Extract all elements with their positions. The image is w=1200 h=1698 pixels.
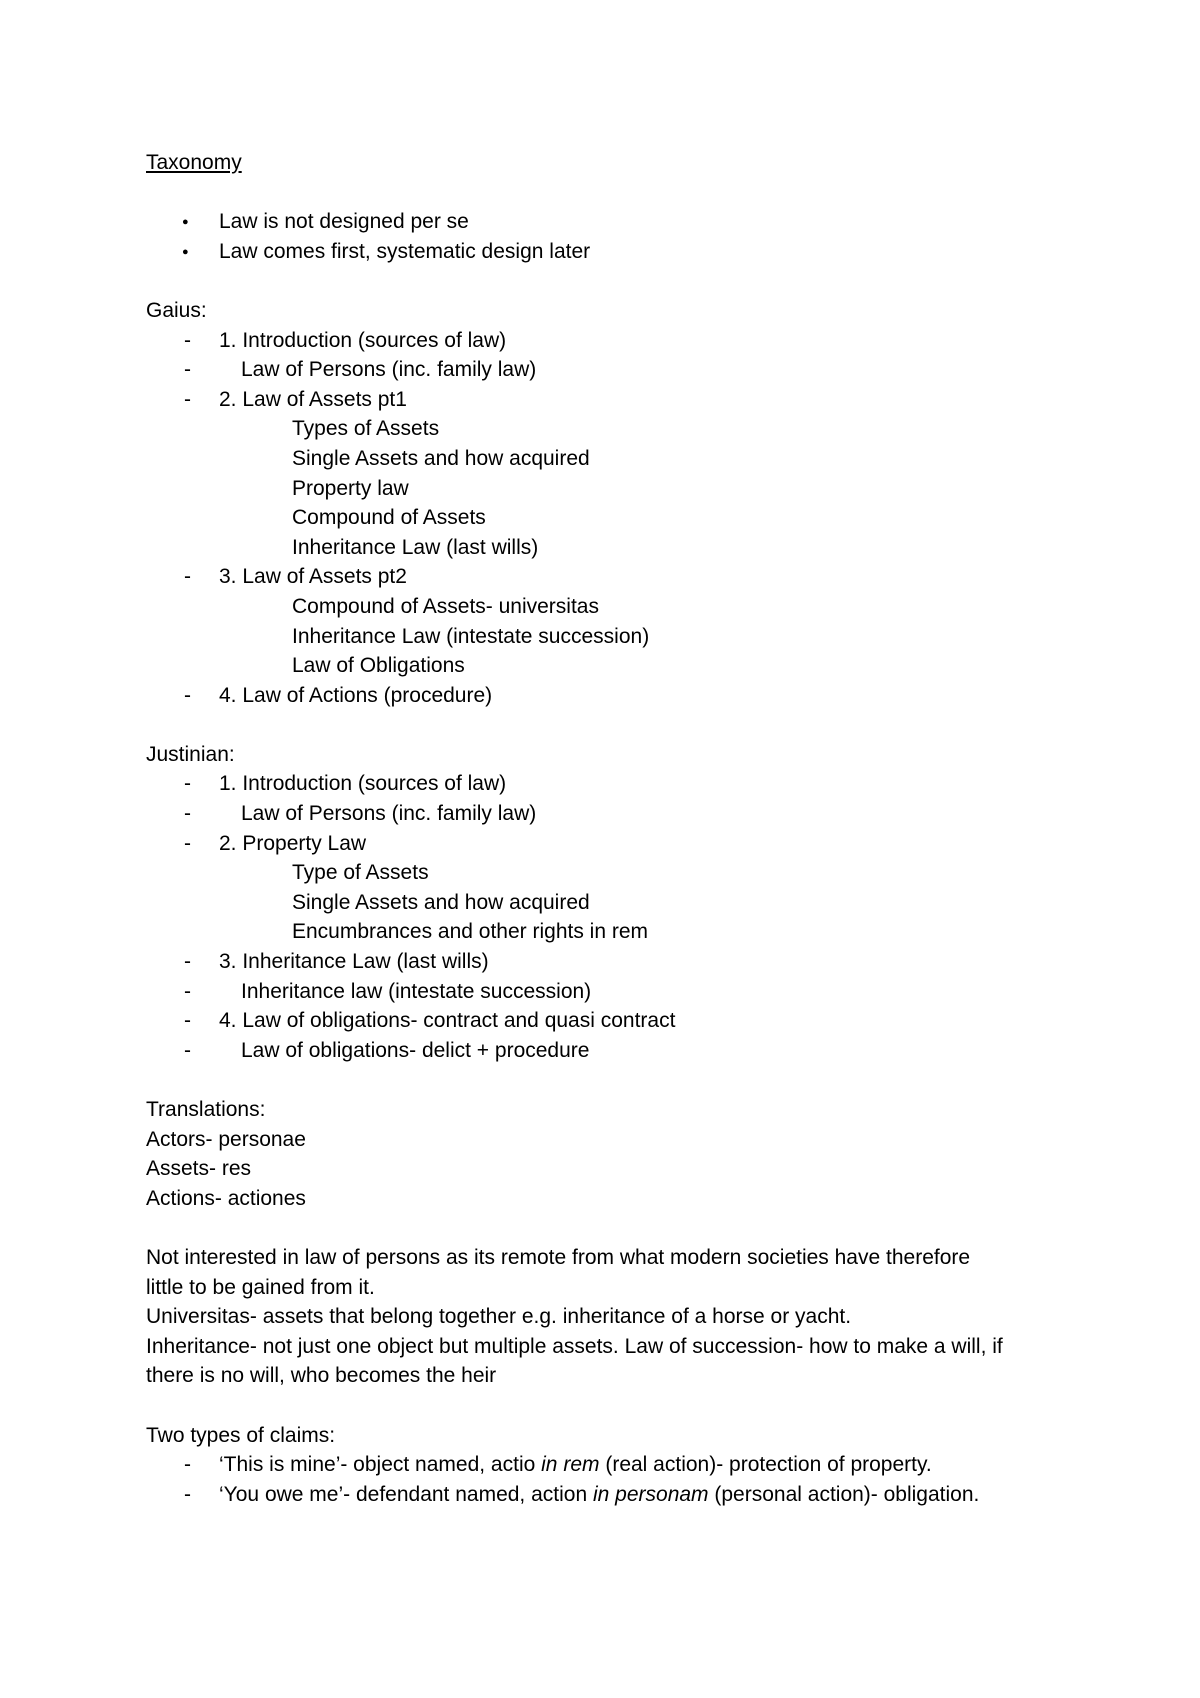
note-persons-line: Not interested in law of persons as its remote from what modern societies have therefore <box>146 1245 971 1269</box>
gaius-subitem-text: Compound of Assets <box>292 506 486 530</box>
bullet-item <box>146 207 1076 237</box>
justinian-item-text: 4. Law of obligations- contract and quasi contract <box>219 1009 676 1033</box>
justinian-item <box>146 977 1076 1007</box>
claim-text-part: ‘You owe me’- defendant named, action <box>219 1482 593 1506</box>
justinian-subitem-text: Single Assets and how acquired <box>292 890 590 914</box>
bullet-item <box>146 237 1076 267</box>
gaius-subitem <box>146 533 1076 563</box>
gaius-subitem <box>146 651 1076 681</box>
claims-heading: Two types of claims: <box>146 1423 336 1447</box>
gaius-subitem <box>146 414 1076 444</box>
gaius-item-text: 1. Introduction (sources of law) <box>219 328 507 352</box>
justinian-subitem <box>146 858 1076 888</box>
gaius-subitem-text: Inheritance Law (intestate succession) <box>292 624 650 648</box>
gaius-subitem-text: Types of Assets <box>292 417 440 441</box>
justinian-item <box>146 829 1076 859</box>
justinian-subitem <box>146 917 1076 947</box>
claim-item <box>146 1480 1076 1510</box>
gaius-subitem <box>146 592 1076 622</box>
gaius-item <box>146 681 1076 711</box>
dash-marker: - <box>184 565 191 589</box>
justinian-item <box>146 769 1076 799</box>
justinian-item-text: Law of obligations- delict + procedure <box>241 1038 590 1062</box>
gaius-subitem <box>146 444 1076 474</box>
dash-marker: - <box>184 683 191 707</box>
claim-text-part: ‘This is mine’- object named, actio <box>219 1453 542 1477</box>
justinian-item <box>146 947 1076 977</box>
dash-marker: - <box>184 950 191 974</box>
justinian-item-text: Inheritance law (intestate succession) <box>241 979 592 1003</box>
gaius-subitem <box>146 474 1076 504</box>
dash-marker: - <box>184 1453 191 1477</box>
claim-text-part: (personal action)- obligation. <box>708 1482 980 1506</box>
document-body <box>146 148 1076 1509</box>
justinian-subitem <box>146 888 1076 918</box>
note-inheritance-line: there is no will, who becomes the heir <box>146 1364 497 1388</box>
justinian-item <box>146 799 1076 829</box>
claim-latin-term: in personam <box>592 1482 709 1506</box>
bullet-text: Law comes first, systematic design later <box>219 239 591 263</box>
justinian-item-text: Law of Persons (inc. family law) <box>241 802 537 826</box>
dash-marker: - <box>184 802 191 826</box>
justinian-item <box>146 1036 1076 1066</box>
translation-line: Actors- personae <box>146 1127 306 1151</box>
justinian-subitem-text: Type of Assets <box>292 861 429 885</box>
dash-marker: - <box>184 1482 191 1506</box>
translations-heading: Translations: <box>146 1098 266 1121</box>
translation-line: Actions- actiones <box>146 1186 306 1210</box>
dash-marker: - <box>184 1009 191 1033</box>
note-universitas: Universitas- assets that belong together e.g. inheritance of a horse or yacht. <box>146 1305 852 1329</box>
bullet-icon <box>182 237 189 271</box>
gaius-subitem-text: Law of Obligations <box>292 654 465 678</box>
gaius-subitem <box>146 503 1076 533</box>
note-persons-line: little to be gained from it. <box>146 1275 375 1299</box>
dash-marker: - <box>184 831 191 855</box>
gaius-item-text: 4. Law of Actions (procedure) <box>219 683 493 707</box>
justinian-item-text: 2. Property Law <box>219 831 367 855</box>
gaius-subitem <box>146 622 1076 652</box>
gaius-item <box>146 562 1076 592</box>
gaius-item <box>146 326 1076 356</box>
dash-marker: - <box>184 358 191 382</box>
dash-marker: - <box>184 328 191 352</box>
gaius-item-text: 3. Law of Assets pt2 <box>219 565 407 589</box>
dash-marker: - <box>184 772 191 796</box>
claim-item <box>146 1450 1076 1480</box>
gaius-subitem-text: Property law <box>292 476 409 500</box>
gaius-item-text: 2. Law of Assets pt1 <box>219 387 407 411</box>
bullet-icon <box>182 207 189 241</box>
justinian-item-text: 3. Inheritance Law (last wills) <box>219 950 489 974</box>
gaius-item <box>146 385 1076 415</box>
note-inheritance-line: Inheritance- not just one object but multiple assets. Law of succession- how to make a will, if <box>146 1334 1003 1358</box>
bullet-text: Law is not designed per se <box>219 210 469 234</box>
dash-marker: - <box>184 979 191 1003</box>
gaius-heading: Gaius: <box>146 298 207 322</box>
claim-text <box>219 1450 932 1480</box>
claim-text <box>219 1480 979 1510</box>
gaius-subitem-text: Compound of Assets- universitas <box>292 594 599 618</box>
claim-latin-term: in rem <box>541 1453 600 1477</box>
claim-text-part: (real action)- protection of property. <box>599 1453 932 1477</box>
justinian-item <box>146 1006 1076 1036</box>
taxonomy-title: Taxonomy <box>146 151 242 174</box>
justinian-subitem-text: Encumbrances and other rights in rem <box>292 920 649 944</box>
gaius-subitem-text: Single Assets and how acquired <box>292 446 590 470</box>
translation-line: Assets- res <box>146 1157 252 1181</box>
dash-marker: - <box>184 387 191 411</box>
gaius-item <box>146 355 1076 385</box>
gaius-subitem-text: Inheritance Law (last wills) <box>292 535 539 559</box>
justinian-heading: Justinian: <box>146 742 235 766</box>
dash-marker: - <box>184 1038 191 1062</box>
justinian-item-text: 1. Introduction (sources of law) <box>219 772 507 796</box>
gaius-item-text: Law of Persons (inc. family law) <box>241 358 537 382</box>
